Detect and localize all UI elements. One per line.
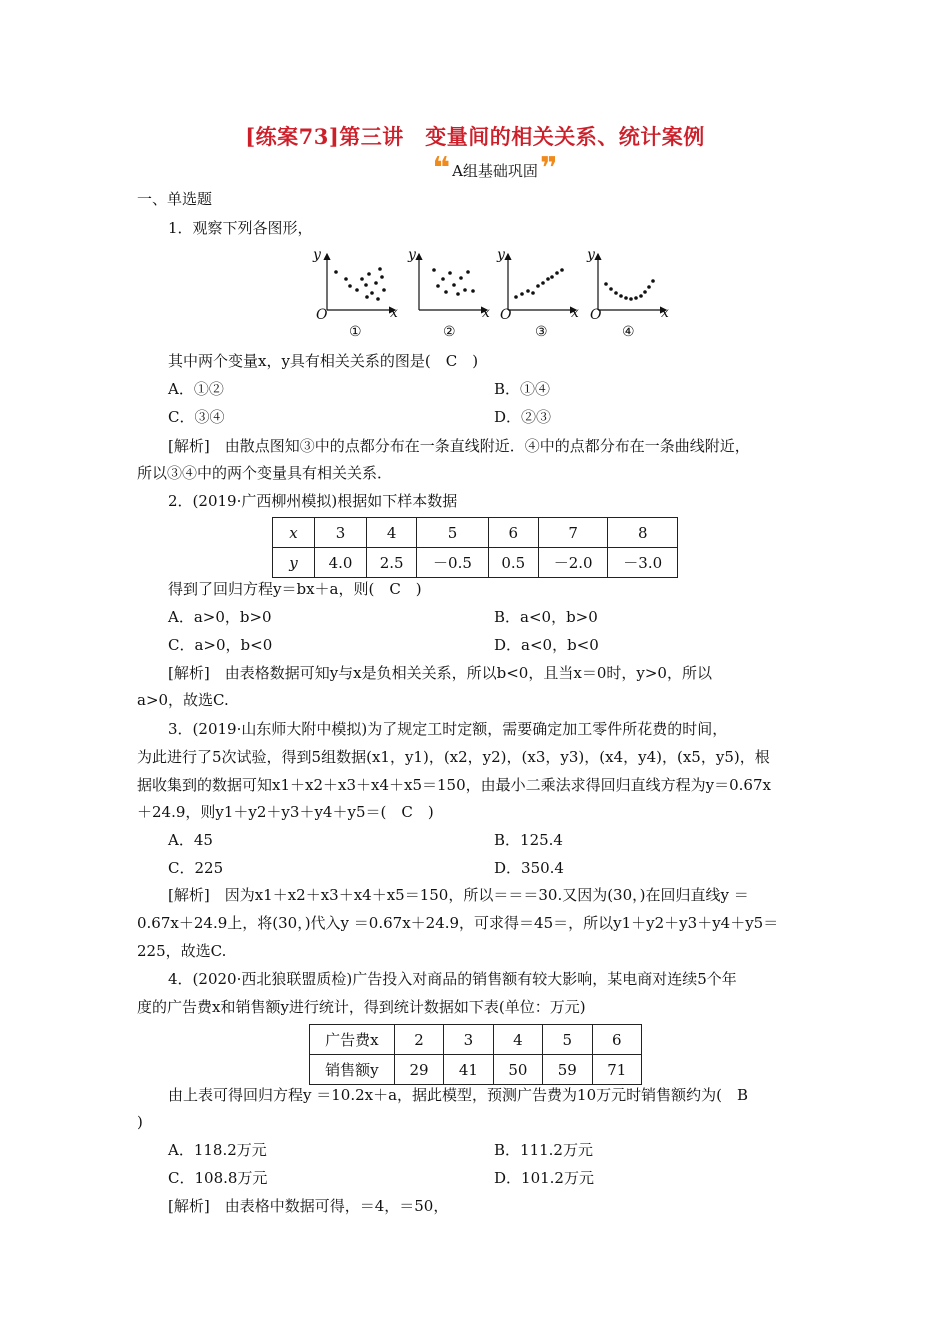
q1-option-b: B．①④ [494,380,551,398]
q4-option-c: C．108.8万元 [168,1169,268,1187]
table-row [273,518,678,548]
table-cell: 3 [314,518,366,548]
table-row [310,1025,642,1055]
q3-line-2: 为此进行了5次试验，得到5组数据(x1，y1)，(x2，y2)，(x3，y3)，(x4，y4)，(x5，y5)，根 [137,748,770,766]
q3-option-c: C．225 [168,859,224,877]
q3-option-d: D．350.4 [494,859,564,877]
q2-analysis-line-2: a>0，故选C. [137,691,229,709]
axis-x-label-4: x [661,305,669,321]
q2-question: 得到了回归方程y＝bx＋a，则( C ) [168,580,422,598]
origin-label-1: O [316,307,328,323]
q3-line-4: ＋24.9，则y1＋y2＋y3＋y4＋y5＝( C ) [137,803,434,821]
scatter-plot-3 [508,254,576,310]
table-cell: 71 [592,1055,641,1085]
table-cell: 29 [394,1055,443,1085]
q2-stem: 2．(2019·广西柳州模拟)根据如下样本数据 [168,492,458,510]
table-cell: 销售额y [310,1055,395,1085]
origin-label-3: O [500,307,512,323]
scatter-plot-1 [327,254,395,310]
table-cell: 4 [367,518,417,548]
q4-option-d: D．101.2万元 [494,1169,594,1187]
graph-label-1: ① [349,324,362,340]
axis-y-label-4: y [587,247,595,263]
q4-option-b: B．111.2万元 [494,1141,593,1159]
table-cell: 6 [592,1025,641,1055]
table-cell: 8 [608,518,678,548]
table-cell: 2 [394,1025,443,1055]
table-cell: y [273,548,315,578]
table-cell: 5 [543,1025,592,1055]
q2-option-c: C．a>0，b<0 [168,636,273,654]
q4-analysis: [解析] 由表格中数据可得，＝4，＝50， [168,1197,449,1215]
table-cell: 3 [444,1025,493,1055]
q2-analysis-line-1: [解析] 由表格数据可知y与x是负相关关系，所以b<0，且当x＝0时，y>0，所以 [168,664,712,682]
q3-option-b: B．125.4 [494,831,563,849]
q4-question-line-2: ) [137,1113,143,1131]
axis-y-label-2: y [408,247,416,263]
table-cell: －2.0 [538,548,608,578]
table-cell: 41 [444,1055,493,1085]
q4-question-line-1: 由上表可得回归方程y ＝10.2x＋a，据此模型，预测广告费为10万元时销售额约为( B [168,1086,749,1104]
q3-option-a: A．45 [168,831,213,849]
graph-label-4: ④ [622,324,635,340]
quote-left-icon: ❝ [432,151,451,186]
q1-stem: 1．观察下列各图形， [168,219,313,237]
axis-x-label-3: x [571,305,579,321]
q3-line-1: 3．(2019·山东师大附中模拟)为了规定工时定额，需要确定加工零件所花费的时间， [168,720,728,738]
quote-right-icon: ❞ [539,151,558,186]
page-title: [练案73]第三讲 变量间的相关关系、统计案例 [245,124,705,149]
table-cell: 4 [493,1025,542,1055]
table-cell: 6 [488,518,538,548]
axis-y-label-1: y [313,247,321,263]
q3-analysis-line-1: [解析] 因为x1＋x2＋x3＋x4＋x5＝150，所以＝＝＝30.又因为(30，)在回归直线y ＝ [168,886,749,904]
q1-option-a: A．①② [168,380,224,398]
q3-analysis-line-2: 0.67x＋24.9上，将(30，)代入y ＝0.67x＋24.9，可求得＝45＝，所以y1＋y2＋y3＋y4＋y5＝ [137,914,779,932]
table-cell: 50 [493,1055,542,1085]
table-cell: x [273,518,315,548]
table-cell: 5 [417,518,488,548]
table-cell: 0.5 [488,548,538,578]
axis-x-label-2: x [482,305,490,321]
table-cell: －0.5 [417,548,488,578]
q1-option-c: C．③④ [168,408,225,426]
scatter-plot-2 [419,254,487,310]
axis-y-label-3: y [497,247,505,263]
q4-data-table [309,1024,642,1085]
q4-line-2: 度的广告费x和销售额y进行统计，得到统计数据如下表(单位：万元) [137,998,586,1016]
banner-text: A组基础巩固 [452,161,538,180]
table-cell: 4.0 [314,548,366,578]
table-cell: －3.0 [608,548,678,578]
q1-analysis-line-1: [解析] 由散点图知③中的点都分布在一条直线附近．④中的点都分布在一条曲线附近， [168,437,750,455]
q2-data-table [272,517,678,578]
q1-analysis-line-2: 所以③④中的两个变量具有相关关系． [137,464,393,482]
table-row [310,1055,642,1085]
q3-analysis-line-3: 225，故选C. [137,942,227,960]
q4-option-a: A．118.2万元 [168,1141,267,1159]
scatter-plot-4 [598,254,666,310]
q2-option-a: A．a>0，b>0 [168,608,272,626]
table-cell: 59 [543,1055,592,1085]
table-cell: 广告费x [310,1025,395,1055]
section-heading: 一、单选题 [137,190,213,208]
table-row [273,548,678,578]
q1-option-d: D．②③ [494,408,552,426]
graph-label-2: ② [443,324,456,340]
q2-option-d: D．a<0，b<0 [494,636,599,654]
q4-line-1: 4．(2020·西北狼联盟质检)广告投入对商品的销售额有较大影响，某电商对连续5个年 [168,970,737,988]
q3-line-3: 据收集到的数据可知x1＋x2＋x3＋x4＋x5＝150，由最小二乘法求得回归直线方程为y＝0.67x [137,776,771,794]
origin-label-4: O [590,307,602,323]
q1-question: 其中两个变量x，y具有相关关系的图是( C ) [168,352,479,370]
axis-x-label-1: x [390,305,398,321]
table-cell: 7 [538,518,608,548]
q2-option-b: B．a<0，b>0 [494,608,598,626]
graph-label-3: ③ [535,324,548,340]
group-banner [420,151,570,186]
table-cell: 2.5 [367,548,417,578]
